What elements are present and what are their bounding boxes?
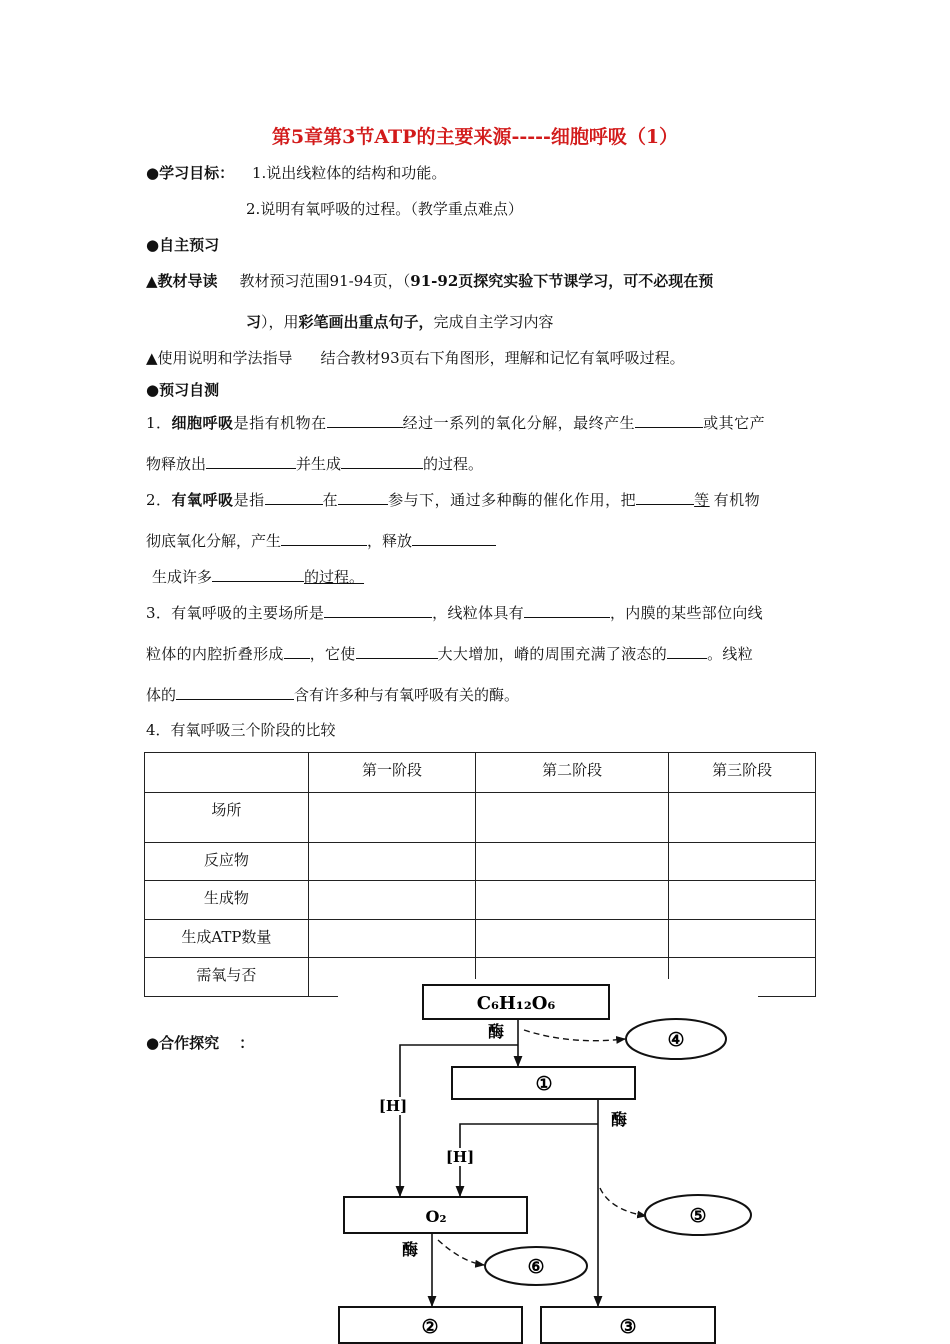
enzyme-label-2: 酶 — [610, 1110, 628, 1129]
row-label: 生成物 — [145, 881, 309, 920]
q3-text-3: ，内膜的某些部位向线 — [609, 604, 763, 622]
selftest-heading: ●预习自测 — [146, 381, 220, 399]
q1-text-4: 物释放出 — [146, 455, 207, 473]
q2-text-1: 是指 — [233, 491, 265, 509]
q3-text-1: 3．有氧呼吸的主要场所是 — [146, 604, 325, 622]
oxygen-label: O₂ — [425, 1207, 447, 1226]
guide-label: ▲使用说明和学法指导 — [146, 349, 293, 367]
cooperate-label: ●合作探究 — [146, 1034, 220, 1052]
label-6: ⑥ — [527, 1256, 545, 1278]
label-2: ② — [421, 1316, 439, 1338]
label-1: ① — [535, 1073, 553, 1095]
reading-label: ▲教材导读 — [146, 272, 218, 290]
reading-text-1: 教材预习范围91-94页，（ — [239, 272, 411, 290]
table-header-cell: 第二阶段 — [476, 753, 669, 793]
q2-number: 2． — [146, 491, 172, 509]
glucose-label: C₆H₁₂O₆ — [476, 993, 556, 1014]
q1-text-1: 是指有机物在 — [233, 414, 327, 432]
q1-text-6: 的过程。 — [423, 455, 484, 473]
q2-text-7: ，释放 — [367, 532, 413, 550]
q2-text-2: 在 — [322, 491, 339, 509]
row-label: 生成ATP数量 — [145, 920, 309, 958]
q2-text-5: 有机物 — [713, 491, 761, 509]
q2-text-4: 等 — [694, 491, 710, 509]
row-label: 反应物 — [145, 843, 309, 881]
reading-bold-2: 习 — [246, 313, 262, 331]
reading-text-2: ），用 — [261, 313, 299, 331]
q3-text-2: ，线粒体具有 — [432, 604, 524, 622]
guide-text: 结合教材93页右下角图形，理解和记忆有氧呼吸过程。 — [320, 349, 685, 367]
q2-text-3: 参与下，通过多种酶的催化作用，把 — [388, 491, 637, 509]
q1-number: 1． — [146, 414, 172, 432]
reading-bold-1: 91-92页探究实验下节课学习，可不必现在预 — [410, 272, 714, 290]
q3-text-6: 大大增加，嵴的周围充满了液态的 — [437, 645, 668, 663]
table-header-cell: 第一阶段 — [308, 753, 475, 793]
row-label: 需氧与否 — [145, 958, 309, 997]
objective-2: 2.说明有氧呼吸的过程。（教学重点难点） — [246, 200, 523, 218]
objectives-label: ●学习目标： — [146, 164, 235, 182]
label-3: ③ — [619, 1316, 637, 1338]
q2-text-9: 的过程。 — [304, 568, 365, 586]
q1-term: 细胞呼吸 — [171, 414, 234, 432]
row-label: 场所 — [145, 793, 309, 843]
page-title: 第5章第3节ATP的主要来源-----细胞呼吸（1） — [271, 126, 679, 148]
label-4: ④ — [667, 1029, 685, 1051]
q3-text-7: 。线粒 — [707, 645, 754, 663]
label-5: ⑤ — [689, 1205, 707, 1227]
enzyme-label-1: 酶 — [487, 1022, 505, 1041]
cooperate-colon: ： — [239, 1034, 255, 1052]
q2-term: 有氧呼吸 — [171, 491, 234, 509]
q1-text-2: 经过一系列的氧化分解，最终产生 — [402, 414, 636, 432]
hydrogen-label-1: [H] — [378, 1097, 408, 1115]
q2-text-8: 生成许多 — [152, 568, 213, 586]
hydrogen-label-2: [H] — [445, 1148, 475, 1166]
preview-heading: ●自主预习 — [146, 236, 220, 254]
q2-text-6: 彻底氧化分解，产生 — [146, 532, 282, 550]
reading-text-3: 完成自主学习内容 — [433, 313, 554, 331]
q3-text-8: 体的 — [146, 686, 177, 704]
objective-1: 1.说出线粒体的结构和功能。 — [252, 164, 447, 182]
enzyme-label-3: 酶 — [401, 1240, 419, 1259]
q3-text-4: 粒体的内腔折叠形成 — [146, 645, 284, 663]
q4-text: 4．有氧呼吸三个阶段的比较 — [146, 721, 336, 739]
table-header-cell: 第三阶段 — [669, 753, 816, 793]
reading-bold-3: 彩笔画出重点句子， — [298, 313, 434, 331]
q1-text-5: 并生成 — [296, 455, 342, 473]
q1-text-3: 或其它产 — [703, 414, 766, 432]
q3-text-5: ，它使 — [309, 645, 356, 663]
q3-text-9: 含有许多种与有氧呼吸有关的酶。 — [294, 686, 520, 704]
